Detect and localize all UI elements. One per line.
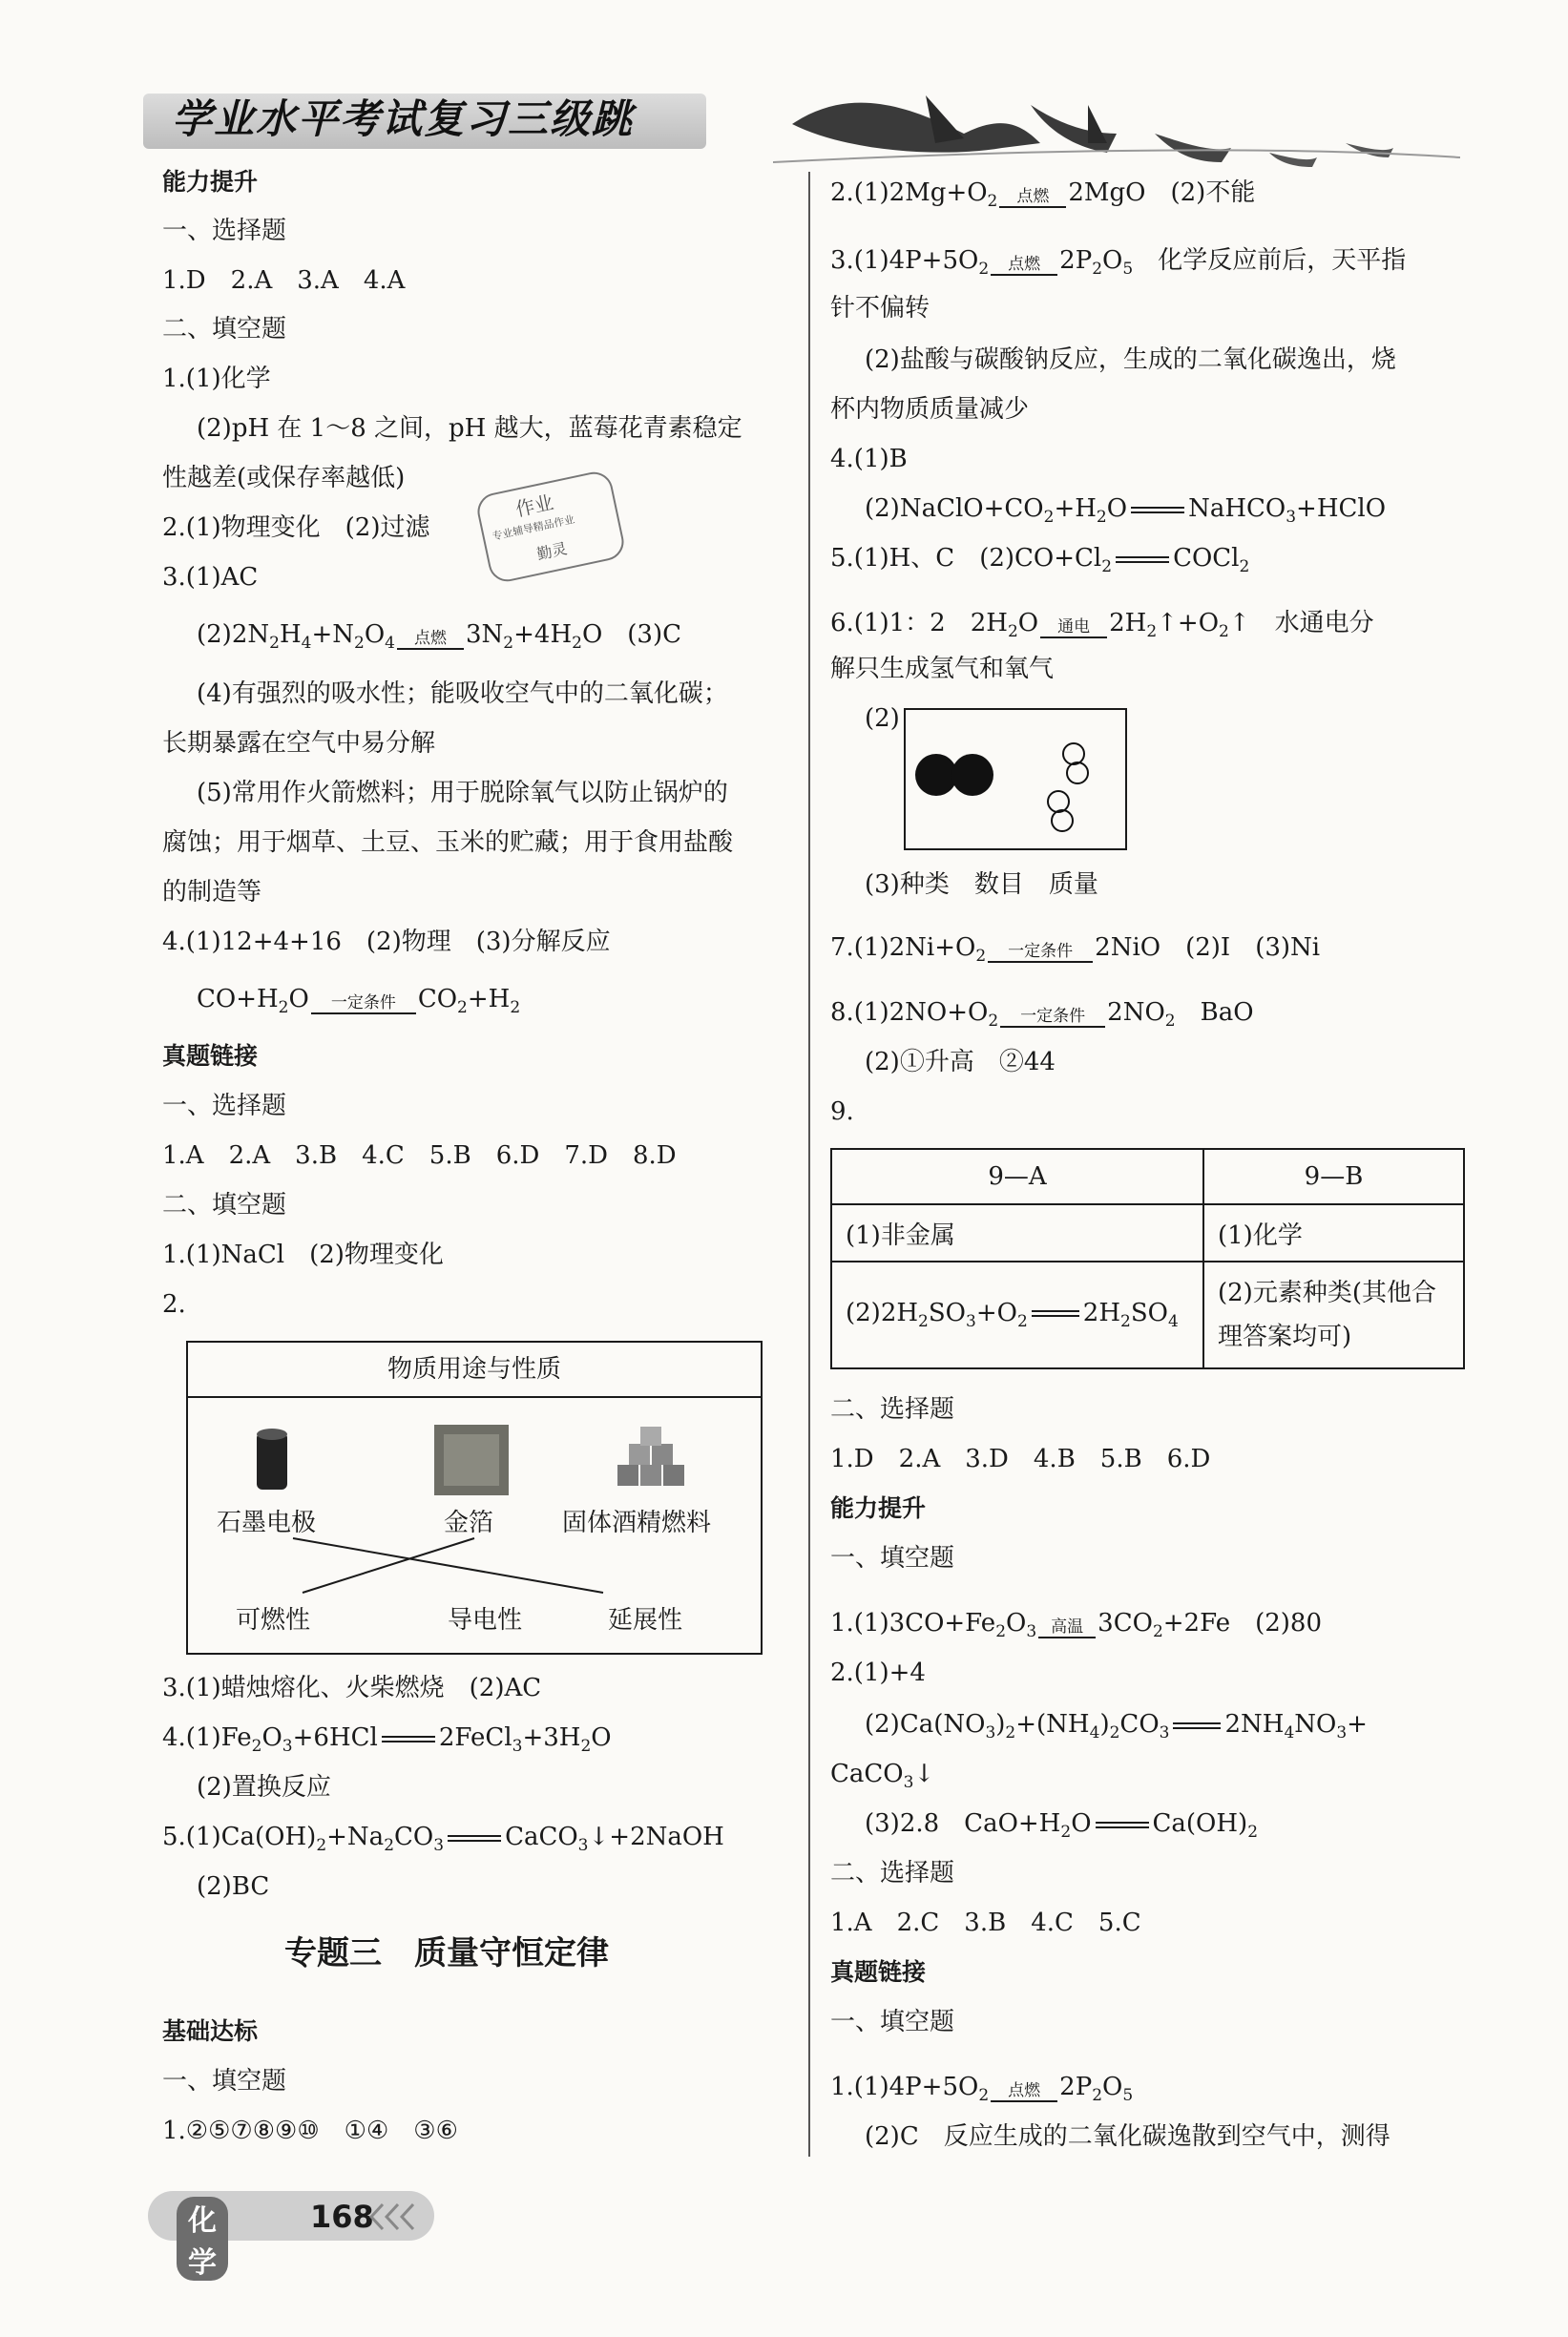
stamp-text: 专业辅导精品作业 (491, 512, 576, 543)
section-heading: 能力提升 (162, 168, 259, 196)
reaction-condition: 点燃 (991, 2082, 1057, 2112)
column-divider (808, 172, 810, 2157)
subsection-heading: 二、填空题 (162, 315, 287, 344)
equation-line: $8.(1)2NO+O_2$ 一定条件 $2NO_2$ BaO (830, 996, 1254, 1037)
answer-line: (2)①升高 ②44 (865, 1048, 1056, 1076)
table-cell: (1)化学 (1203, 1204, 1464, 1262)
subject-label: 化学 (177, 2197, 228, 2281)
molecule-diagram (904, 708, 1127, 850)
equation-line: $7.(1)2Ni+O_2$ 一定条件 2NiO (2)Ⅰ (3)Ni (830, 931, 1320, 972)
reaction-condition: 一定条件 (311, 994, 416, 1024)
answer-line: (2) (865, 704, 900, 733)
answer-line: 1.(1)化学 (162, 365, 271, 393)
use-item: 金箔 (444, 1509, 494, 1537)
reaction-condition: 点燃 (397, 630, 464, 659)
subsection-heading: 二、选择题 (830, 1395, 955, 1424)
answer-line: 1.A 2.C 3.B 4.C 5.C (830, 1909, 1141, 1937)
answer-line: (2)pH 在 1～8 之间，pH 越大，蓝莓花青素稳定 (197, 414, 742, 443)
book-title: 学业水平考试复习三级跳 (172, 95, 635, 142)
answer-line: 针不偏转 (830, 294, 930, 323)
equation-line: (3)2.8 $CaO+H_2O$ $Ca(OH)_2$ (865, 1809, 1259, 1843)
answer-line: (2)BC (197, 1872, 270, 1901)
answer-line: 1.D 2.A 3.A 4.A (162, 266, 406, 295)
answer-line: 性越差(或保存率越低) (162, 464, 406, 492)
answer-line: (5)常用作火箭燃料；用于脱除氧气以防止锅炉的 (197, 779, 728, 807)
equation-line: $(2)2N_2H_4+N_2O_4$ 点燃 $3N_2+4H_2O$ (3)C (162, 618, 681, 659)
reaction-condition: 一定条件 (988, 943, 1093, 972)
stamp-text: 勤灵 (534, 539, 570, 564)
section-heading: 能力提升 (830, 1494, 927, 1522)
page-number: 168 (310, 2199, 374, 2235)
answer-line: 2.(1)+4 (830, 1659, 926, 1687)
subsection-heading: 二、选择题 (830, 1859, 955, 1888)
equation-line: $2.(1)2Mg+O_2$ 点燃 2MgO (2)不能 (830, 177, 1255, 218)
property-item: 可燃性 (236, 1606, 311, 1635)
reaction-condition: 通电 (1040, 618, 1107, 648)
answer-line: 2. (162, 1290, 186, 1319)
subsection-heading: 一、填空题 (162, 2067, 287, 2096)
section-heading: 基础达标 (162, 2017, 259, 2045)
reaction-condition: 点燃 (991, 256, 1057, 285)
table-cell: $(2)2H_2SO_3+O_2$ $2H_2SO_4$ (831, 1262, 1203, 1368)
equation-line: $5.(1)Ca(OH)_2+Na_2CO_3$ CaCO$_3$↓+2NaOH (162, 1823, 724, 1856)
answer-line: 的制造等 (162, 878, 262, 907)
stamp-seal (474, 469, 627, 585)
answer-line: 4.(1)12+4+16 (2)物理 (3)分解反应 (162, 928, 611, 956)
use-item: 石墨电极 (217, 1509, 317, 1537)
answer-line: 杯内物质质量减少 (830, 395, 1030, 424)
equation-line: $CO+H_2O$ 一定条件 $CO_2+H_2$ (162, 983, 520, 1024)
answer-table (830, 1148, 1465, 1369)
section-heading: 真题链接 (830, 1958, 927, 1986)
answer-line: 3.(1)蜡烛熔化、火柴燃烧 (2)AC (162, 1674, 542, 1702)
reaction-condition: 点燃 (999, 188, 1066, 218)
table-header: 9—B (1203, 1149, 1464, 1204)
reaction-condition: 一定条件 (1000, 1008, 1105, 1037)
molecule-icon (906, 710, 1125, 848)
chevrons-icon (369, 2202, 427, 2231)
section-heading: 真题链接 (162, 1042, 259, 1070)
subsection-heading: 一、填空题 (830, 2008, 955, 2036)
subsection-heading: 二、填空题 (162, 1191, 287, 1220)
chapter-title: 专题三 质量守恒定律 (284, 1934, 609, 1972)
equation-line: 5.(1)H、C $(2)CO+Cl_2$ COCl$_2$ (830, 544, 1250, 577)
subsection-heading: 一、选择题 (162, 217, 287, 245)
answer-line: 3.(1)AC (162, 563, 259, 592)
reaction-condition: 高温 (1038, 1618, 1096, 1648)
answer-line: 1.A 2.A 3.B 4.C 5.B 6.D 7.D 8.D (162, 1141, 677, 1170)
answer-line: (2)置换反应 (197, 1773, 331, 1802)
property-item: 导电性 (448, 1606, 523, 1635)
use-item: 固体酒精燃料 (562, 1509, 712, 1537)
equation-line: $1.(1)4P+5O_2$ 点燃 $2P_2O_5$ (830, 2071, 1133, 2112)
matching-diagram (186, 1341, 763, 1655)
answer-line: (3)种类 数目 质量 (865, 870, 1098, 899)
answer-line: 长期暴露在空气中易分解 (162, 729, 436, 758)
subsection-heading: 一、填空题 (830, 1544, 955, 1573)
table-cell: (2)元素种类(其他合理答案均可) (1203, 1262, 1464, 1368)
table-cell: (1)非金属 (831, 1204, 1203, 1262)
equation-line: $4.(1)Fe_2O_3+6HCl$ $2FeCl_3+3H_2O$ (162, 1723, 612, 1757)
answer-line: (2)盐酸与碳酸钠反应，生成的二氧化碳逸出，烧 (865, 345, 1396, 374)
equation-line: $(2)NaClO+CO_2+H_2O$ NaHCO$_3$+HClO (865, 494, 1387, 528)
equation-line: CaCO$_3$↓ (830, 1760, 935, 1793)
stamp-text: 作业 (513, 490, 556, 521)
equation-line: 6.(1)1：2 $2H_2O$ 通电 $2H_2↑+O_2↑$ 水通电分 (830, 607, 1374, 648)
table-header: 9—A (831, 1149, 1203, 1204)
property-item: 延展性 (608, 1606, 683, 1635)
birds-icon (773, 67, 1460, 172)
answer-line: 腐蚀；用于烟草、土豆、玉米的贮藏；用于食用盐酸 (162, 828, 734, 857)
diagram-title: 物质用途与性质 (188, 1343, 761, 1398)
page-header (143, 67, 1460, 172)
answer-line: 1.②⑤⑦⑧⑨⑩ ①④ ③⑥ (162, 2117, 458, 2145)
subsection-heading: 一、选择题 (162, 1092, 287, 1120)
answer-line: (2)C 反应生成的二氧化碳逸散到空气中，测得 (865, 2122, 1390, 2151)
equation-line: $1.(1)3CO+Fe_2O_3$ 高温 $3CO_2+2Fe$ (2)80 (830, 1607, 1322, 1648)
answer-line: 1.(1)NaCl (2)物理变化 (162, 1241, 444, 1269)
answer-line: 4.(1)B (830, 445, 908, 473)
answer-line: 1.D 2.A 3.D 4.B 5.B 6.D (830, 1445, 1211, 1473)
answer-line: 9. (830, 1097, 854, 1126)
equation-line: $3.(1)4P+5O_2$ 点燃 $2P_2O_5$ 化学反应前后，天平指 (830, 244, 1406, 285)
answer-line: (4)有强烈的吸水性；能吸收空气中的二氧化碳； (197, 679, 728, 708)
answer-line: 解只生成氢气和氧气 (830, 655, 1055, 683)
answer-line: 2.(1)物理变化 (2)过滤 (162, 513, 430, 542)
equation-line: $(2)Ca(NO_3)_2+(NH_4)_2CO_3$ $2NH_4NO_3+$ (865, 1710, 1368, 1743)
